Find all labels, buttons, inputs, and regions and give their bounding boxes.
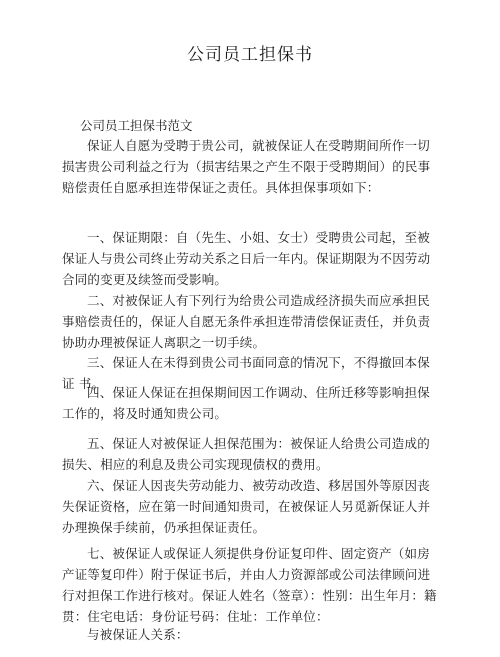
paragraph-relationship: 与被保证人关系： xyxy=(87,627,189,642)
paragraph-clause-5: 五、保证人对被保证人担保范围为：被保证人给贵公司造成的损失、相应的利息及贵公司实现现债权的费用。 xyxy=(62,436,430,472)
document-title: 公司员工担保书 xyxy=(187,45,313,65)
paragraph-clause-3: 三、保证人在未得到贵公司书面同意的情况下，不得撤回本保证 书。 xyxy=(62,355,430,391)
paragraph-clause-1: 一、保证期限：自（先生、小姐、女士）受聘贵公司起，至被保证人与贵公司终止劳动关系之日后一年内。保证期限为不因劳动合同的变更及续签而受影响。 xyxy=(62,230,431,287)
document-subtitle: 公司员工担保书范文 xyxy=(80,118,193,133)
paragraph-clause-2: 二、对被保证人有下列行为给贵公司造成经济损失而应承担民事赔偿责任的，保证人自愿无条件承担连带清偿保证责任，并负责协助办理被保证人离职之一切手续。 xyxy=(62,293,431,350)
paragraph-clause-4: 四、保证人保证在担保期间因工作调动、住所迁移等影响担保工作的，将及时通知贵公司。 xyxy=(62,385,430,421)
paragraph-clause-6: 六、保证人因丧失劳动能力、被劳动改造、移居国外等原因丧失保证资格，应在第一时间通知贵司，在被保证人另觅新保证人并办理换保手续前，仍承担保证责任。 xyxy=(62,478,431,535)
paragraph-clause-7: 七、被保证人或保证人须提供身份证复印件、固定资产（如房产证等复印件）附于保证书后，并由人力资源部或公司法律顾问进行对担保工作进行核对。保证人姓名（签章）：性别：出生年月：籍贯：住宅电话：身份证号码：住址：工作单位： xyxy=(62,546,437,624)
paragraph-intro: 保证人自愿为受聘于贵公司，就被保证人在受聘期间所作一切损害贵公司利益之行为（损害结果之产生不限于受聘期间）的民事赔偿责任自愿承担连带保证之责任。具体担保事项如下： xyxy=(62,138,431,195)
